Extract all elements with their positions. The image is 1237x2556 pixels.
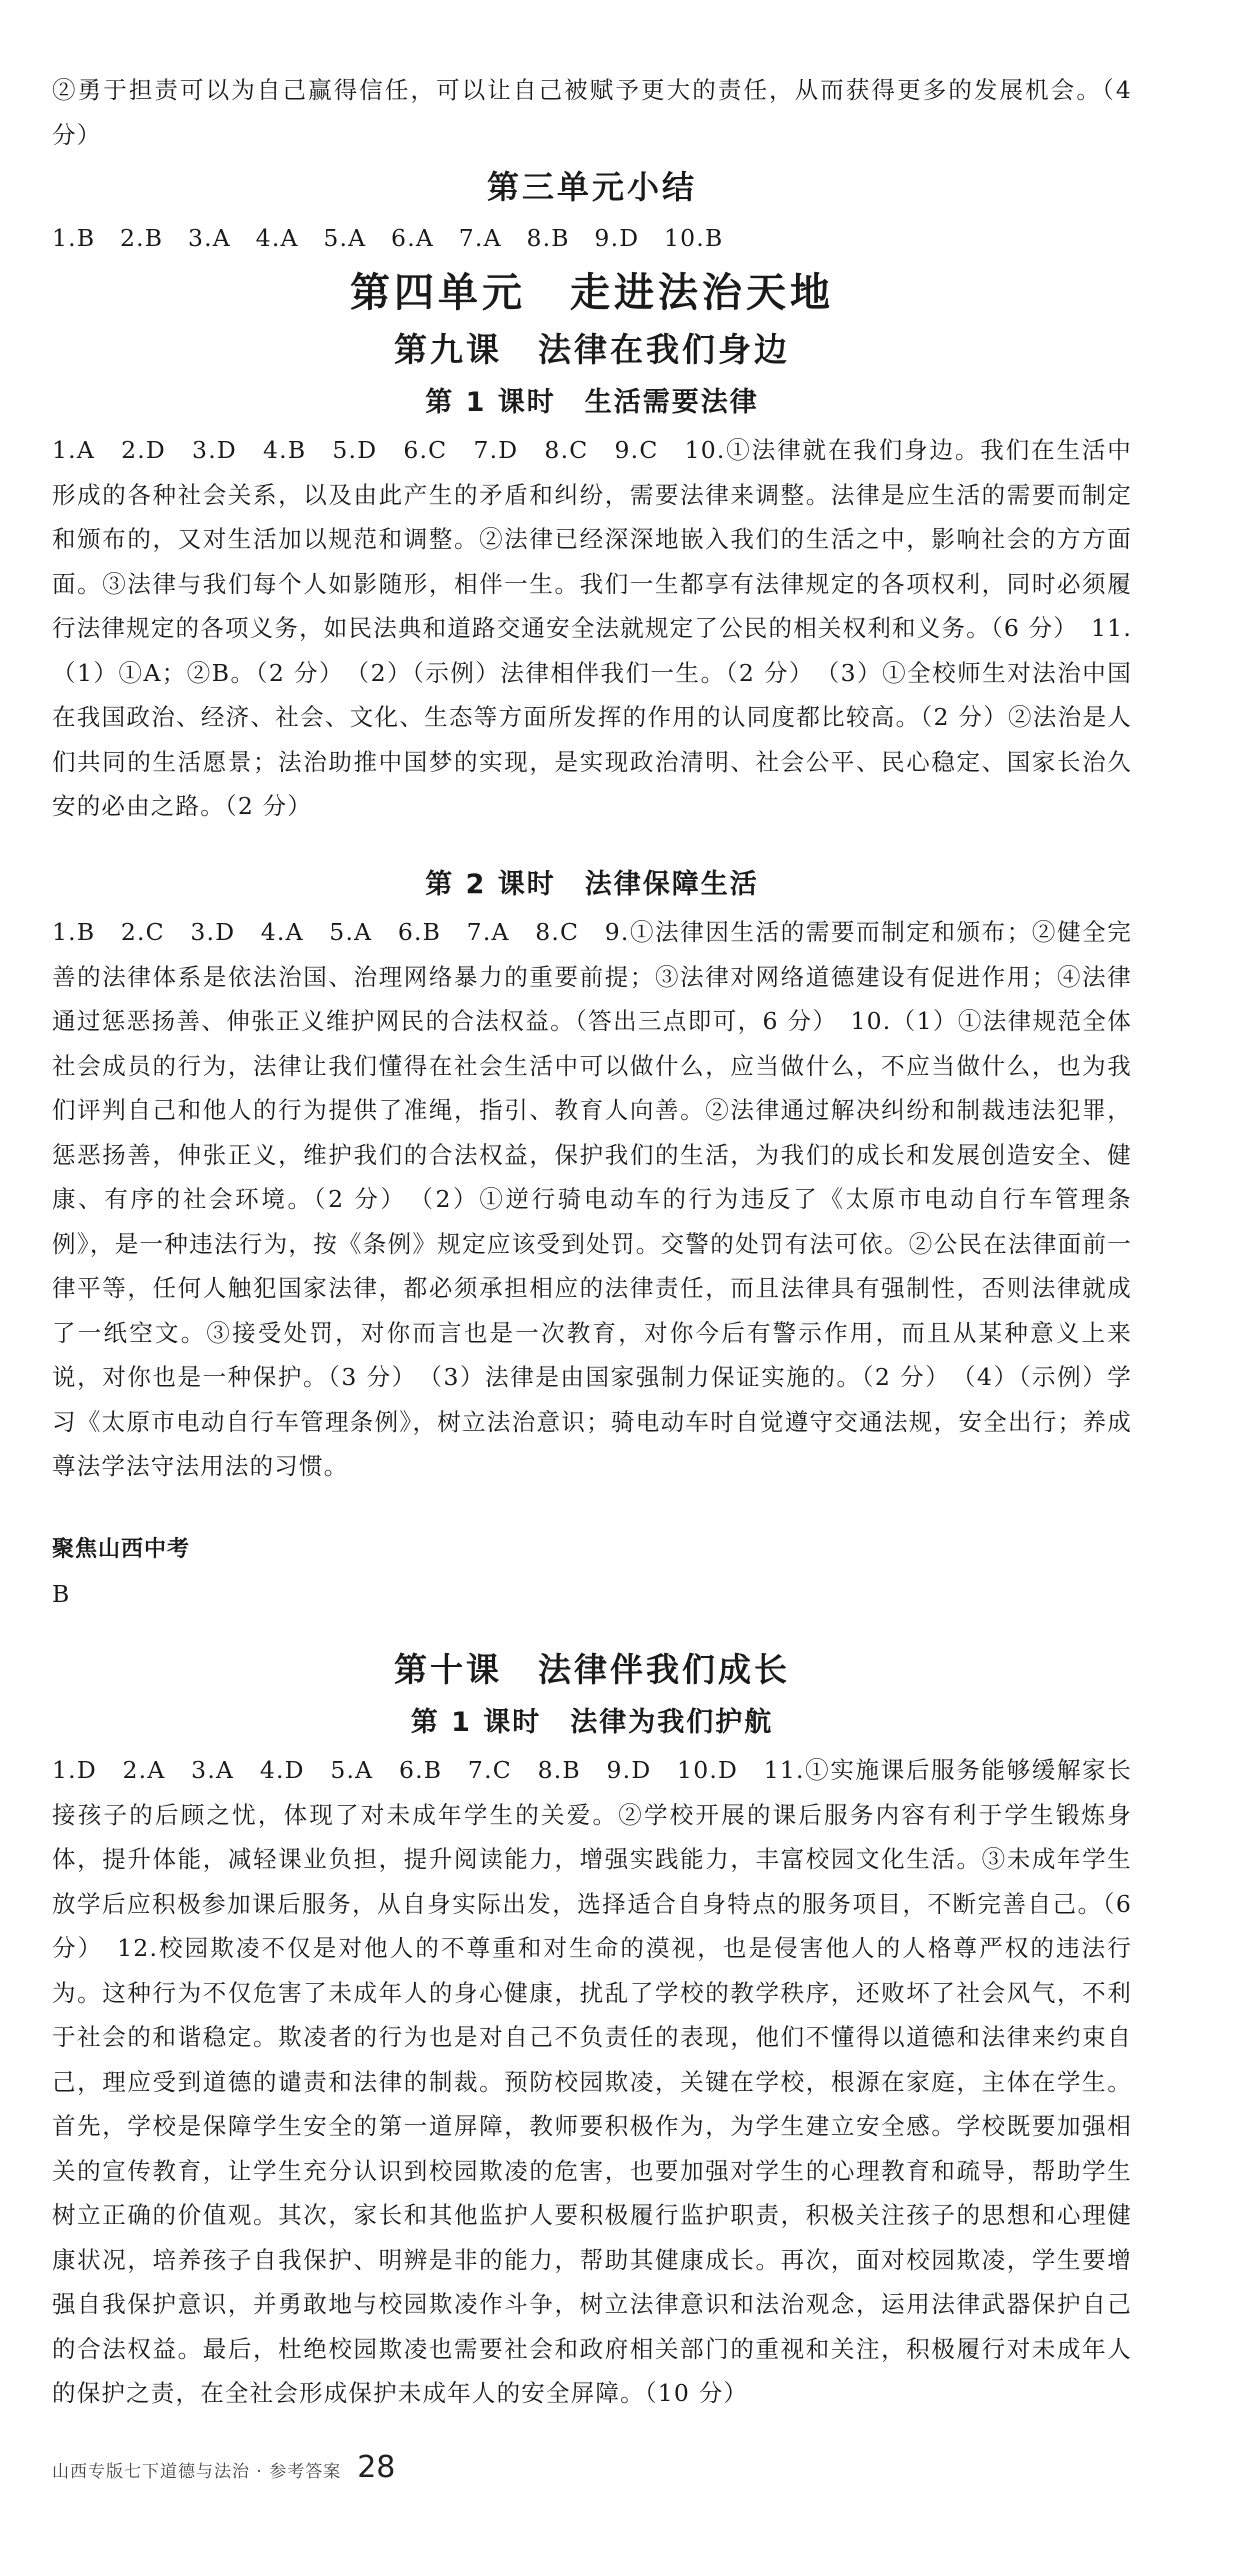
lesson10 bbox=[52, 1642, 1132, 2416]
unit3-summary bbox=[52, 160, 1132, 261]
unit3-title: 第三单元小结 bbox=[486, 168, 697, 206]
unit4-title: 第四单元 走进法治天地 bbox=[350, 270, 834, 316]
unit4-title-block bbox=[52, 262, 1132, 324]
focus-answer: B bbox=[52, 1580, 71, 1608]
lesson9-period2-title: 第 2 课时 法律保障生活 bbox=[425, 869, 759, 900]
focus-title: 聚焦山西中考 bbox=[52, 1537, 191, 1562]
lesson9-period1-answers: 1.A 2.D 3.D 4.B 5.D 6.C 7.D 8.C 9.C 10.①法律就在我们身边。我们在生活中形成的各种社会关系，以及由此产生的矛盾和纠纷，需要法律来调整。法律是应生活的需要而制定和颁布的，又对生活加以规范和调整。②法律已经深深地嵌入我们的生活之中，影响社会的方方面面。③法律与我们每个人如影随形，相伴一生。我们一生都享有法律规定的各项权利，同时必须履行法律规定的各项义务，如民法典和道路交通安全法就规定了公民的相关权利和义务。（6 分） 11.（1）①A；②B。（2 分） （2）（示例）法律相伴我们一生。（2 分） （3）①全校师生对法治中国在我国政治、经济、社会、文化、生态等方面所发挥的作用的认同度都比较高。（2 分）②法治是人们共同的生活愿景；法治助推中国梦的实现，是实现政治清明、社会公平、民心稳定、国家长治久安的必由之路。（2 分） bbox=[52, 436, 1132, 820]
top-paragraph: ②勇于担责可以为自己赢得信任，可以让自己被赋予更大的责任，从而获得更多的发展机会。（4 分） bbox=[52, 76, 1132, 149]
lesson10-period1-answers: 1.D 2.A 3.A 4.D 5.A 6.B 7.C 8.B 9.D 10.D 11.①实施课后服务能够缓解家长接孩子的后顾之忧，体现了对未成年学生的关爱。②学校开展的课后服务内容有利于学生锻炼身体，提升体能，减轻课业负担，提升阅读能力，增强实践能力，丰富校园文化生活。③未成年学生放学后应积极参加课后服务，从自身实际出发，选择适合自身特点的服务项目，不断完善自己。（6 分） 12.校园欺凌不仅是对他人的不尊重和对生命的漠视，也是侵害他人的人格尊严权的违法行为。这种行为不仅危害了未成年人的身心健康，扰乱了学校的教学秩序，还败坏了社会风气，不利于社会的和谐稳定。欺凌者的行为也是对自己不负责任的表现，他们不懂得以道德和法律来约束自己，理应受到道德的谴责和法律的制裁。预防校园欺凌，关键在学校，根源在家庭，主体在学生。首先，学校是保障学生安全的第一道屏障，教师要积极作为，为学生建立安全感。学校既要加强相关的宣传教育，让学生充分认识到校园欺凌的危害，也要加强对学生的心理教育和疏导，帮助学生树立正确的价值观。其次，家长和其他监护人要积极履行监护职责，积极关注孩子的思想和心理健康状况，培养孩子自我保护、明辨是非的能力，帮助其健康成长。再次，面对校园欺凌，学生要增强自我保护意识，并勇敢地与校园欺凌作斗争，树立法律意识和法治观念，运用法律武器保护自己的合法权益。最后，杜绝校园欺凌也需要社会和政府相关部门的重视和关注，积极履行对未成年人的保护之责，在全社会形成保护未成年人的安全屏障。（10 分） bbox=[52, 1756, 1133, 2407]
page-footer bbox=[52, 2450, 395, 2490]
focus-shanxi bbox=[52, 1528, 1132, 1617]
unit3-answers: 1.B 2.B 3.A 4.A 5.A 6.A 7.A 8.B 9.D 10.B bbox=[52, 224, 724, 252]
lesson9-title: 第九课 法律在我们身边 bbox=[394, 330, 790, 369]
page-number: 28 bbox=[357, 2450, 396, 2485]
lesson10-period1-title: 第 1 课时 法律为我们护航 bbox=[410, 1707, 774, 1738]
lesson9-period1-title: 第 1 课时 生活需要法律 bbox=[425, 387, 759, 418]
footer-text: 山西专版七下道德与法治 · 参考答案 bbox=[52, 2462, 342, 2482]
lesson10-title: 第十课 法律伴我们成长 bbox=[394, 1650, 790, 1689]
lesson9-period2-answers: 1.B 2.C 3.D 4.A 5.A 6.B 7.A 8.C 9.①法律因生活的需要而制定和颁布；②健全完善的法律体系是依法治国、治理网络暴力的重要前提；③法律对网络道德建设有促进作用；④法律通过惩恶扬善、伸张正义维护网民的合法权益。（答出三点即可，6 分） 10.（1）①法律规范全体社会成员的行为，法律让我们懂得在社会生活中可以做什么，应当做什么，不应当做什么，也为我们评判自己和他人的行为提供了准绳，指引、教育人向善。②法律通过解决纠纷和制裁违法犯罪，惩恶扬善，伸张正义，维护我们的合法权益，保护我们的生活，为我们的成长和发展创造安全、健康、有序的社会环境。（2 分） （2）①逆行骑电动车的行为违反了《太原市电动自行车管理条例》，是一种违法行为，按《条例》规定应该受到处罚。交警的处罚有法可依。②公民在法律面前一律平等，任何人触犯国家法律，都必须承担相应的法律责任，而且法律具有强制性，否则法律就成了一纸空文。③接受处罚，对你而言也是一次教育，对你今后有警示作用，而且从某种意义上来说，对你也是一种保护。（3 分） （3）法律是由国家强制力保证实施的。（2 分） （4）（示例）学习《太原市电动自行车管理条例》，树立法治意识；骑电动车时自觉遵守交通法规，安全出行；养成尊法学法守法用法的习惯。 bbox=[52, 918, 1132, 1480]
top-answer-block bbox=[52, 68, 1132, 157]
lesson9 bbox=[52, 322, 1132, 829]
lesson9-period2 bbox=[52, 860, 1132, 1489]
